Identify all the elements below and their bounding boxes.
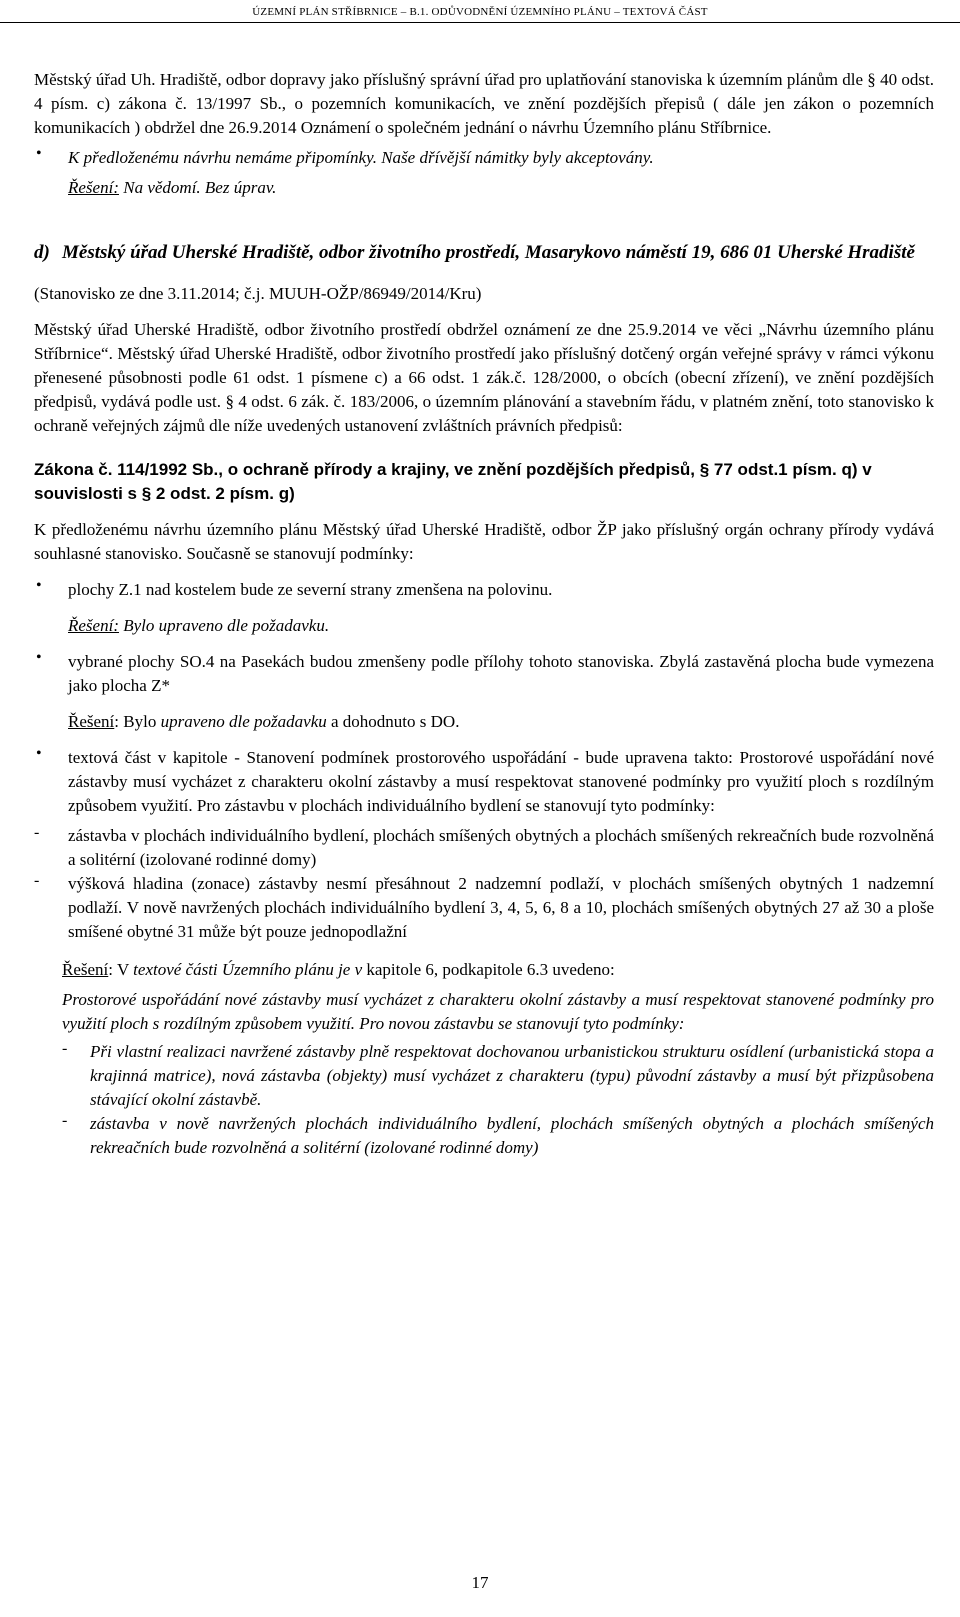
resolution-part1: : V bbox=[108, 960, 134, 979]
page-number: 17 bbox=[471, 1573, 489, 1592]
bullet-icon: • bbox=[36, 649, 42, 666]
resolution-part2: textové části Územního plánu je v bbox=[133, 960, 363, 979]
dash-item-2 bbox=[34, 872, 934, 944]
condition-1-resolution bbox=[34, 614, 934, 638]
condition-2-resolution bbox=[34, 710, 934, 734]
section-d-letter: d) bbox=[34, 242, 50, 263]
section-c-intro: Městský úřad Uh. Hradiště, odbor dopravy jako příslušný správní úřad pro uplatňování stanoviska k územním plánům dle § 40 odst. 4 písm. c) zákona č. 13/1997 Sb., o pozemních komunikacích, ve znění pozdějších přepisů ( dále jen zákon o pozemních komunikacích ) obdržel dne 26.9.2014 Oznámení o společném jednání o návrhu Územního plánu Stříbrnice. bbox=[34, 70, 934, 137]
resolution-label: Řešení: bbox=[68, 616, 119, 635]
resolution-plain: a dohodnuto s DO. bbox=[326, 712, 460, 731]
running-header: ÚZEMNÍ PLÁN STŘÍBRNICE – B.1. ODŮVODNĚNÍ ÚZEMNÍHO PLÁNU – TEXTOVÁ ČÁST bbox=[252, 6, 708, 18]
dash-marker: - bbox=[34, 824, 40, 841]
header-rule bbox=[0, 22, 960, 23]
final-resolution-line bbox=[62, 958, 934, 982]
resolution-italic: upraveno dle požadavku bbox=[160, 712, 327, 731]
condition-1 bbox=[34, 578, 934, 602]
bullet-icon: • bbox=[36, 745, 42, 762]
section-d-reference: (Stanovisko ze dne 3.11.2014; č.j. MUUH-OŽP/86949/2014/Kru) bbox=[34, 284, 482, 303]
resolution-part3: kapitole 6, podkapitole 6.3 uvedeno: bbox=[362, 960, 615, 979]
resolution-label: Řešení: bbox=[68, 178, 119, 197]
resolution-label: Řešení bbox=[68, 712, 115, 731]
resolution-label: Řešení bbox=[62, 960, 109, 979]
condition-2-text: vybrané plochy SO.4 na Pasekách budou zmenšeny podle přílohy tohoto stanoviska. Zbylá zastavěná plocha bude vymezena jako plocha Z* bbox=[68, 652, 934, 695]
section-c-resolution bbox=[34, 176, 934, 200]
bullet-icon: • bbox=[36, 577, 42, 594]
statement: K předloženému návrhu územního plánu Městský úřad Uherské Hradiště, odbor ŽP jako příslušný orgán ochrany přírody vydává souhlasné stanovisko. Současně se stanovují podmínky: bbox=[34, 520, 934, 563]
section-d-intro: Městský úřad Uherské Hradiště, odbor životního prostředí obdržel oznámení ze dne 25.9.2014 ve věci „Návrhu územního plánu Stříbrnice“. Městský úřad Uherské Hradiště, odbor životního prostředí jako příslušný dotčený orgán veřejné správy v rámci výkonu přenesené působnosti podle 61 odst. 1 písmene c) a 66 odst. 1 zák.č. 128/2000, o obcích (obecní zřízení), ve znění pozdějších předpisů, vydává podle ust. § 4 odst. 6 zák. č. 183/2006, o územním plánování a stavebním řádu, v platném znění, toto stanovisko k ochraně veřejných zájmů dle níže uvedených ustanovení zvláštních právních předpisů: bbox=[34, 320, 934, 435]
dash-item-2-text: výšková hladina (zonace) zástavby nesmí přesáhnout 2 nadzemní podlaží, v plochách smíšených obytných 1 nadzemní podlaží. V nově navržených plochách individuálního bydlení 3, 4, 5, 6, 8 a 10, plochách smíšených obytných 27 až 30 a ploše smíšené obytné 31 může být pouze jednopodlažní bbox=[68, 874, 934, 941]
quote-item-1-text: Při vlastní realizaci navržené zástavby plně respektovat dochovanou urbanistickou strukturu osídlení (urbanistická stopa a krajinná matrice), nová zástavba (objekty) musí vycházet z charakteru (typu) původní zástavby a musí být přizpůsobena stávající okolní zástavbě. bbox=[90, 1042, 934, 1109]
dash-marker: - bbox=[62, 1040, 68, 1057]
condition-3-text: textová část v kapitole - Stanovení podmínek prostorového uspořádání - bude upravena takto: Prostorové uspořádání nové zástavby musí vycházet z charakteru okolní zástavby a musí respektovat stanovené podmínky pro využití ploch s rozdílným způsobem využití. Pro zástavbu v plochách individuálního bydlení se stanovují tyto podmínky: bbox=[68, 748, 934, 815]
dash-item-1-text: zástavba v plochách individuálního bydlení, plochách smíšených obytných a plochách smíšených rekreačních bude rozvolněná a solitérní (izolované rodinné domy) bbox=[68, 826, 934, 869]
section-d-heading: Městský úřad Uherské Hradiště, odbor životního prostředí, Masarykovo náměstí 19, 686 01 Uherské Hradiště bbox=[62, 242, 915, 263]
dash-item-1 bbox=[34, 824, 934, 872]
condition-2 bbox=[34, 650, 934, 698]
section-c-bullet-text: K předloženému návrhu nemáme připomínky. Naše dřívější námitky byly akceptovány. bbox=[68, 148, 654, 167]
resolution-text: Na vědomí. Bez úprav. bbox=[118, 178, 277, 197]
quote-item-2 bbox=[62, 1112, 934, 1160]
resolution-text: Bylo upraveno dle požadavku. bbox=[118, 616, 330, 635]
dash-marker: - bbox=[34, 872, 40, 889]
section-d-heading-row bbox=[34, 240, 934, 266]
dash-marker: - bbox=[62, 1112, 68, 1129]
condition-3 bbox=[34, 746, 934, 818]
quote-item-1 bbox=[62, 1040, 934, 1112]
law-heading: Zákona č. 114/1992 Sb., o ochraně přírody a krajiny, ve znění pozdějších předpisů, § 77 odst.1 písm. q) v souvislosti s § 2 odst. 2 písm. g) bbox=[34, 460, 872, 503]
quote-item-2-text: zástavba v nově navržených plochách individuálního bydlení, plochách smíšených obytných a plochách smíšených rekreačních bude rozvolněná a solitérní (izolované rodinné domy) bbox=[90, 1114, 934, 1157]
condition-1-text: plochy Z.1 nad kostelem bude ze severní strany zmenšena na polovinu. bbox=[68, 580, 553, 599]
quote-intro: Prostorové uspořádání nové zástavby musí vycházet z charakteru okolní zástavby a musí respektovat stanovené podmínky pro využití ploch s rozdílným způsobem využití. Pro novou zástavbu se stanovují tyto podmínky: bbox=[62, 990, 934, 1033]
resolution-colon: : Bylo bbox=[114, 712, 161, 731]
section-c-bullet bbox=[34, 146, 934, 170]
bullet-icon: • bbox=[36, 145, 42, 162]
final-resolution bbox=[62, 958, 934, 1160]
document-body bbox=[34, 68, 934, 1160]
